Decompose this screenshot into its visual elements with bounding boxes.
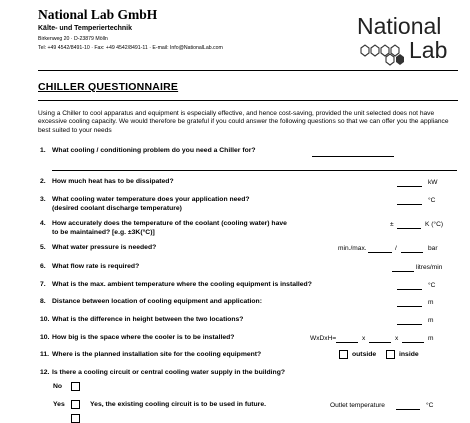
unit-7: °C <box>428 282 436 289</box>
question-11: 11. Where is the planned installation site for the cooling equipment? <box>40 351 262 358</box>
prefix-5: min./max. <box>338 245 367 252</box>
company-name: National Lab GmbH <box>38 7 158 22</box>
question-space: 10. How big is the space where the cooler is to be installed? <box>40 334 235 341</box>
answer-field-height[interactable] <box>397 324 422 325</box>
question-1: 1. What cooling / conditioning problem do you need a Chiller for? <box>40 147 256 154</box>
answer-field-2[interactable] <box>397 186 422 187</box>
question-3: 3. What cooling water temperature does your application need? <box>40 196 250 203</box>
unit-space: m <box>428 335 434 342</box>
answer-field-8[interactable] <box>397 306 422 307</box>
header-divider <box>38 70 458 71</box>
answer-field-6[interactable] <box>392 271 414 272</box>
answer-field-1b[interactable] <box>52 170 457 171</box>
answer-field-height-dim[interactable] <box>402 342 424 343</box>
answer-field-width[interactable] <box>336 342 358 343</box>
company-subtitle: Kälte- und Temperiertechnik <box>38 25 133 32</box>
answer-field-depth[interactable] <box>369 342 391 343</box>
logo-text-lab: Lab <box>409 37 448 63</box>
label-outlet-temperature: Outlet temperature <box>330 402 385 409</box>
times-1: x <box>362 335 366 342</box>
answer-field-5-min[interactable] <box>368 252 392 253</box>
unit-6: litres/min <box>416 264 443 271</box>
question-3-line2: (desired coolant discharge temperature) <box>52 205 182 212</box>
label-no: No <box>53 383 63 390</box>
question-6: 6. What flow rate is required? <box>40 263 140 270</box>
checkbox-next[interactable] <box>71 414 80 423</box>
title-divider <box>38 100 458 101</box>
company-address: Birkenweg 20 · D-23879 Mölln <box>38 36 108 42</box>
question-2: 2. How much heat has to be dissipated? <box>40 178 174 185</box>
answer-field-7[interactable] <box>397 289 422 290</box>
answer-field-5-max[interactable] <box>401 252 423 253</box>
prefix-4: ± <box>390 221 394 228</box>
checkbox-outside[interactable] <box>339 350 348 359</box>
times-2: x <box>395 335 399 342</box>
checkbox-no[interactable] <box>71 382 80 391</box>
unit-height: m <box>428 317 434 324</box>
question-5: 5. What water pressure is needed? <box>40 244 157 251</box>
question-height: 10. What is the difference in height between the two locations? <box>40 316 244 323</box>
intro-text: Using a Chiller to cool apparatus and equipment is especially effective, and hence cost-saving, provided the unit selected does not have excessive cooling capacity. We would therefore be grateful if you could answer the following questions so that we can offer you the appliance best suited to your needs <box>38 110 449 134</box>
question-8: 8. Distance between location of cooling equipment and application: <box>40 298 262 305</box>
prefix-space: WxDxH= <box>310 335 337 342</box>
company-contact: Tel: +49 4542/8491-10 · Fax: +49 4542/8491-11 · E-mail: Info@NationalLab.com <box>38 45 223 51</box>
unit-5: bar <box>428 245 438 252</box>
checkbox-yes[interactable] <box>71 400 80 409</box>
unit-8: m <box>428 299 434 306</box>
unit-4: K (°C) <box>425 221 444 228</box>
label-yes-detail: Yes, the existing cooling circuit is to be used in future. <box>90 401 266 408</box>
label-outside: outside <box>352 351 377 358</box>
logo-hexagon-icon <box>356 38 410 74</box>
label-inside: inside <box>399 351 419 358</box>
unit-3: °C <box>428 197 436 204</box>
page-title: CHILLER QUESTIONNAIRE <box>38 81 179 93</box>
checkbox-inside[interactable] <box>386 350 395 359</box>
question-4-line2: to be maintained? [e.g. ±3K(°C)] <box>52 229 155 236</box>
answer-field-1[interactable] <box>312 156 394 157</box>
question-4: 4. How accurately does the temperature of the coolant (cooling water) have <box>40 220 287 227</box>
unit-2: kW <box>428 179 438 186</box>
separator-5: / <box>395 245 397 252</box>
answer-field-3[interactable] <box>397 204 422 205</box>
question-12: 12. Is there a cooling circuit or central cooling water supply in the building? <box>40 369 286 376</box>
answer-field-outlet[interactable] <box>396 409 420 410</box>
question-7: 7. What is the max. ambient temperature where the cooling equipment is installed? <box>40 281 312 288</box>
label-yes: Yes <box>53 401 65 408</box>
unit-outlet: °C <box>426 402 434 409</box>
answer-field-4[interactable] <box>397 228 421 229</box>
logo-text-national: National <box>357 13 442 39</box>
